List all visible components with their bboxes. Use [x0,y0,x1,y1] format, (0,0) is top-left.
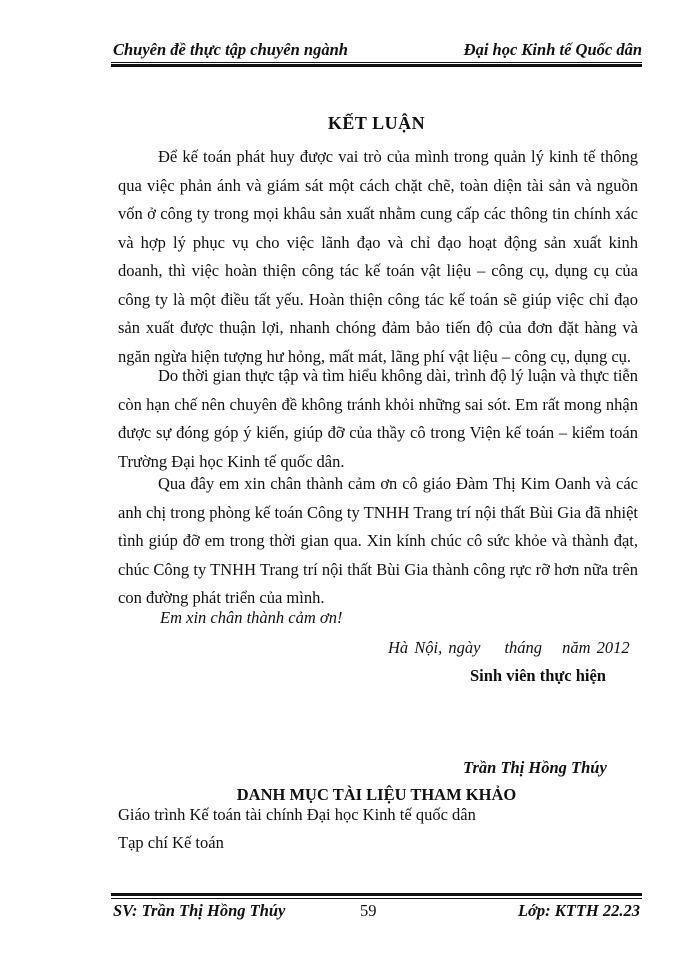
date-year: năm 2012 [562,638,630,657]
references-title: DANH MỤC TÀI LIỆU THAM KHẢO [236,785,517,804]
footer-rule-thick [111,893,642,896]
header-rule-thick [111,64,642,67]
header-right-text: Đại học Kinh tế Quốc dân [463,40,642,59]
page-number: 59 [360,901,377,920]
footer-rule-thin [111,898,642,899]
footer-class: Lớp: KTTH 22.23 [517,901,640,920]
page-title: KẾT LUẬN [327,113,426,133]
paragraph-2: Do thời gian thực tập và tìm hiểu không dài, trình độ lý luận và thực tiễn còn hạn chế nên chuyên đề không tránh khỏi những sai sót. Em rất mong nhận được sự đóng góp ý kiến, giúp đỡ của thầy cô trong Viện kế toán – kiểm toán Trường Đại học Kinh tế quốc dân. [118,366,638,471]
date-line [388,638,630,658]
paragraph-3: Qua đây em xin chân thành cảm ơn cô giáo Đàm Thị Kim Oanh và các anh chị trong phòng kế toán Công ty TNHH Trang trí nội thất Bùi Gia đã nhiệt tình giúp đỡ em trong thời gian qua. Xin kính chúc cô sức khỏe và thành đạt, chúc Công ty TNHH Trang trí nội thất Bùi Gia thành công rực rỡ hơn nữa trên con đường phát triển của mình. [118,474,638,607]
date-month: tháng [504,638,543,657]
paragraph-1: Để kế toán phát huy được vai trò của mình trong quản lý kinh tế thông qua việc phản ánh và giám sát một cách chặt chẽ, toàn diện tài sản và nguồn vốn ở công ty trong mọi khâu sản xuất nhằm cung cấp các thông tin chính xác và hợp lý phục vụ cho việc lãnh đạo và chỉ đạo hoạt động sản xuất kinh doanh, thì việc hoàn thiện công tác kế toán vật liệu – công cụ, dụng cụ của công ty là một điều tất yếu. Hoàn thiện công tác kế toán sẽ giúp việc chỉ đạo sản xuất được thuận lợi, nhanh chóng đảm bảo tiến độ của đơn đặt hàng và ngăn ngừa hiện tượng hư hỏng, mất mát, lãng phí vật liệu – công cụ, dụng cụ. [118,147,638,366]
header-left-text: Chuyên đề thực tập chuyên ngành [113,40,348,59]
date-place: Hà Nội, ngày [388,638,481,657]
reference-item: Giáo trình Kế toán tài chính Đại học Kinh tế quốc dân [118,805,476,824]
footer-student: SV: Trần Thị Hồng Thúy [113,901,286,920]
reference-item: Tạp chí Kế toán [118,833,224,852]
header-rule-thin [111,62,642,63]
thanks-line: Em xin chân thành cảm ơn! [160,608,343,627]
signer-title: Sinh viên thực hiện [470,666,606,685]
signer-name: Trần Thị Hồng Thúy [463,758,607,777]
